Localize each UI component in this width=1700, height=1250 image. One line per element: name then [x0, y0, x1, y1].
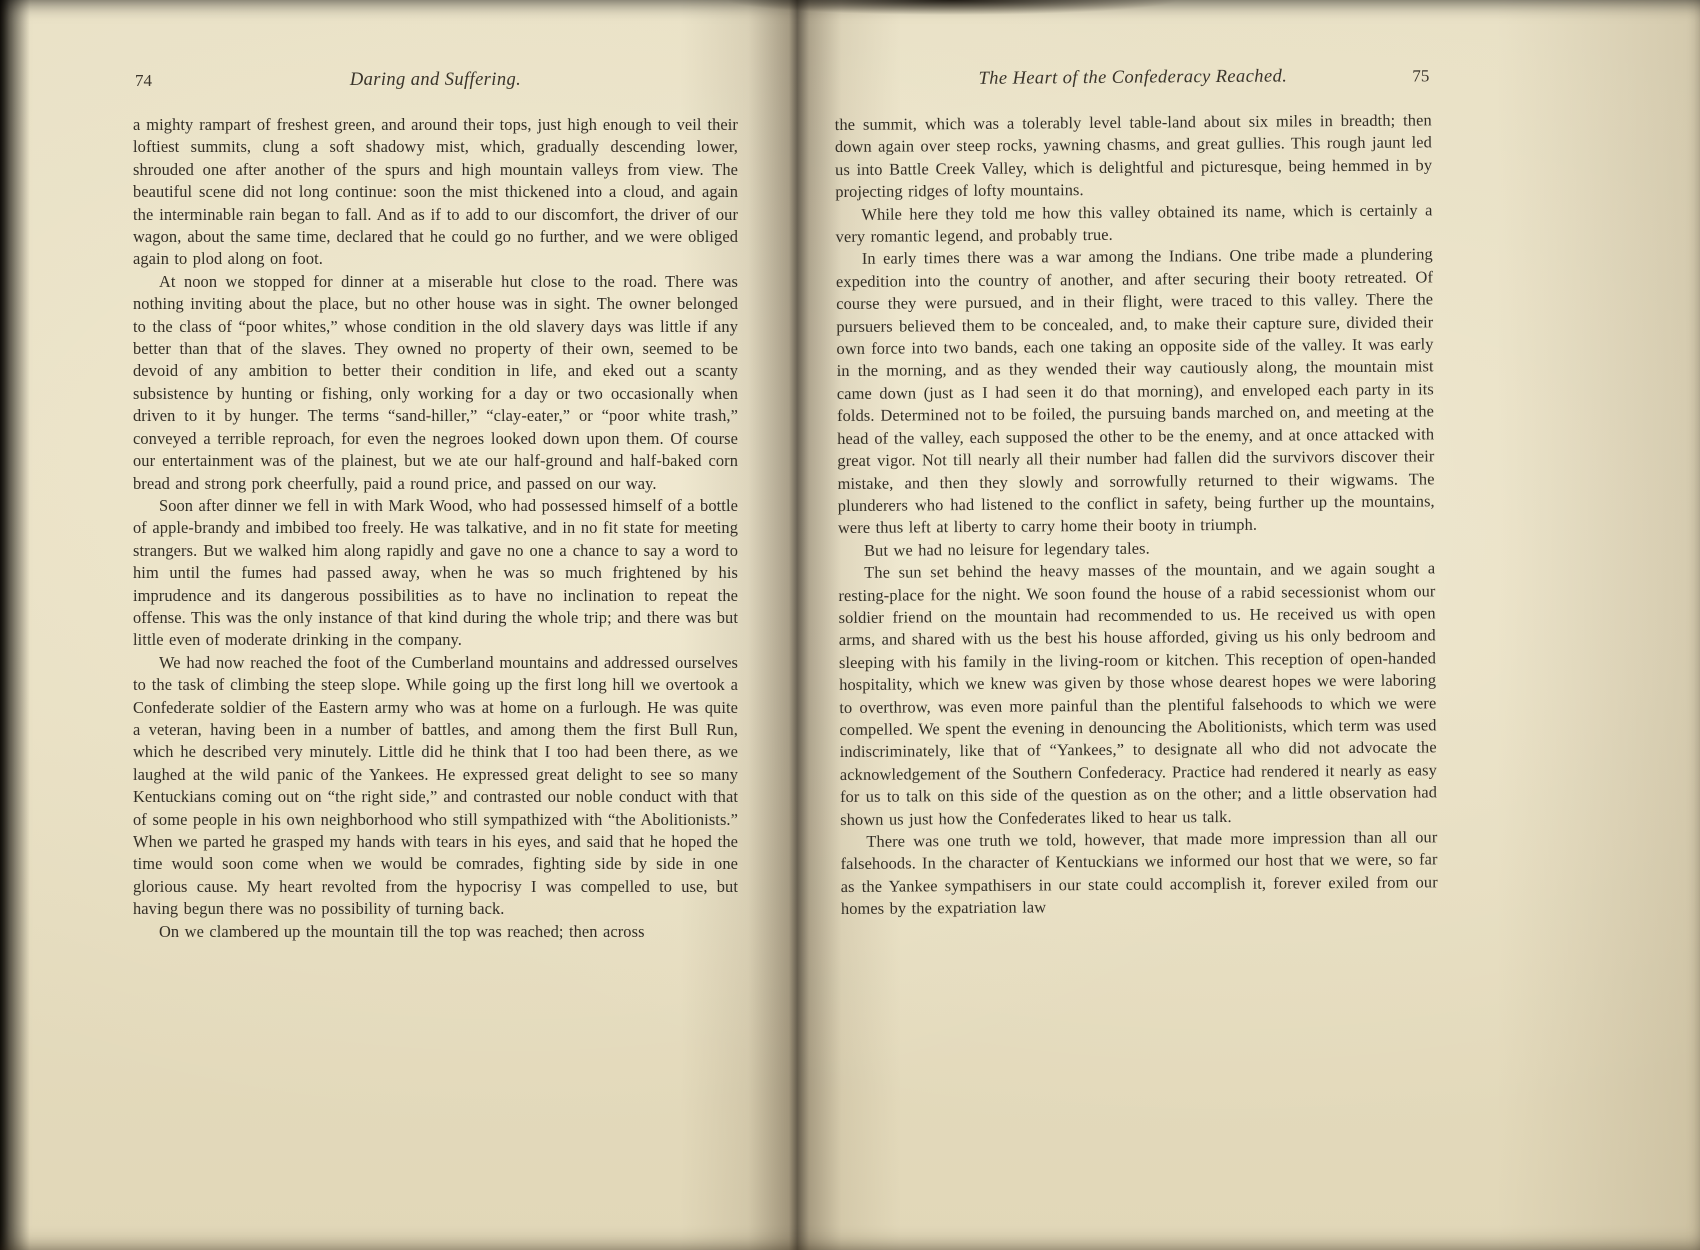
running-title-left: Daring and Suffering. — [349, 70, 522, 90]
paragraph: At noon we stopped for dinner at a miserable hut close to the road. There was nothing inviting about the place, but no other house was in sight. The owner belonged to the class of “poor whites,” whose condition in the old slavery days was little if any better than that of the slaves. They owned no property of their own, seemed to be devoid of any ambition to better their condition in life, and eked out a scanty subsistence by hunting or fishing, only working for a day or two occasionally when driven to it by hunger. The terms “sand-hiller,” “clay-eater,” or “poor white trash,” conveyed a terrible reproach, for even the negroes looked down upon them. Of course our entertainment was of the plainest, but we ate our half-ground and half-baked corn bread and strong pork cheerfully, paid a round price, and passed on our way. — [133, 271, 738, 493]
page-right — [834, 65, 1438, 920]
paragraph: We had now reached the foot of the Cumberland mountains and addressed ourselves to the task of climbing the steep slope. While going up the first long hill we overtook a Confederate soldier of the Eastern army who was at home on a furlough. He was quite a veteran, having been in a number of battles, and among them the first Bull Run, which he described very minutely. Little did he think that I too had been there, as we laughed at the wild panic of the Yankees. He expressed great delight to see so many Kentuckians coming out on “the right side,” and contrasted our noble conduct with that of some people in his own neighborhood who still sympathized with “the Abolitionists.” When we parted he grasped my hands with tears in his eyes, and said that he hoped the time would soon come when we would be comrades, fighting side by side in one glorious cause. My heart revolted from the hypocrisy I was compelled to use, but having begun there was no possibility of turning back. — [133, 652, 738, 919]
running-title-right: The Heart of the Confederacy Reached. — [978, 66, 1288, 89]
paragraph: There was one truth we told, however, that made more impression than all our falsehoods. In the character of Kentuckians we informed our host that we were, so far as the Yankee sympathisers in our state could accomplish it, forever exiled from our homes by the expatriation law — [840, 827, 1438, 919]
page-header-left — [133, 70, 738, 100]
page-body-left — [133, 114, 738, 943]
paragraph: a mighty rampart of freshest green, and around their tops, just high enough to veil their loftiest summits, clung a soft shadowy mist, which, gradually descending lower, shrouded one after another of the spurs and high mountain valleys from view. The beautiful scene did not long continue: soon the mist thickened into a cloud, and again the interminable rain began to fall. And as if to add to our discomfort, the driver of our wagon, about the same time, declared that he could go no further, and we were obliged again to plod along on foot. — [133, 115, 738, 269]
paragraph: On we clambered up the mountain till the top was reached; then across — [159, 921, 645, 941]
paragraph: While here they told me how this valley obtained its name, which is certainly a very romantic legend, and probably true. — [835, 199, 1433, 247]
page-number-left: 74 — [135, 71, 152, 90]
page-header-right — [834, 65, 1431, 100]
page-number-right: 75 — [1412, 66, 1430, 86]
page-body-right — [835, 109, 1438, 920]
paragraph: The sun set behind the heavy masses of the mountain, and we again sought a resting-place for the night. We soon found the house of a rabid secessionist whom our soldier friend on the mountain had recommended to us. He received us with open arms, and shared with us the best his house afforded, giving us his only bedroom and sleeping with his family in the living-room or kitchen. This reception of open-handed hospitality, which we knew was given by those whose dearest hopes we were laboring to overthrow, was even more painful than the plentiful falsehoods to which we were compelled. We spent the evening in denouncing the Abolitionists, which term was used indiscriminately, like that of “Yankees,” to designate all who did not advocate the acknowledgement of the Southern Confederacy. Practice had rendered it nearly as easy for us to talk on this side of the question as on the other; and a little observation had shown us just how the Confederates liked to hear us talk. — [838, 558, 1438, 829]
paragraph: In early times there was a war among the Indians. One tribe made a plundering expedition into the country of another, and after securing their booty retreated. Of course they were pursued, and in their flight, were traced to this valley. There the pursuers believed them to be concealed, and, to make their capture sure, divided their own force into two bands, each one taking an opposite side of the valley. It was early in the morning, and as they wended their way cautiously along, the mountain mist came down (just as I had seen it do that morning), and enveloped each party in its folds. Determined not to be foiled, the pursuing bands marched on, and meeting at the head of the valley, each supposed the other to be the enemy, and at once attacked with great vigor. Not till nearly all their number had fallen did the survivors discover their mistake, and then they slowly and sorrowfully returned to their wigwams. The plunderers who had listened to the conflict in safety, being further up the mountains, were thus left at liberty to carry home their booty in triumph. — [835, 244, 1435, 538]
paragraph: But we had no leisure for legendary tales. — [864, 538, 1150, 560]
paragraph: Soon after dinner we fell in with Mark Wood, who had possessed himself of a bottle of apple-brandy and imbibed too freely. He was talkative, and in no fit state for meeting strangers. But we walked him along rapidly and gave no one a chance to say a word to him until the fumes had passed away, when he was so much frightened by his imprudence and its dangerous possibilities as to have no inclination to repeat the offense. This was the only instance of that kind during the whole trip; and there was but little even of moderate drinking in the company. — [133, 495, 738, 650]
paragraph: the summit, which was a tolerably level table-land about six miles in breadth; then down again over steep rocks, yawning chasms, and great gullies. This rough jaunt led us into Battle Creek Valley, which is delightful and picturesque, being hemmed in by projecting ridges of lofty mountains. — [834, 110, 1433, 202]
page-left — [133, 70, 738, 943]
